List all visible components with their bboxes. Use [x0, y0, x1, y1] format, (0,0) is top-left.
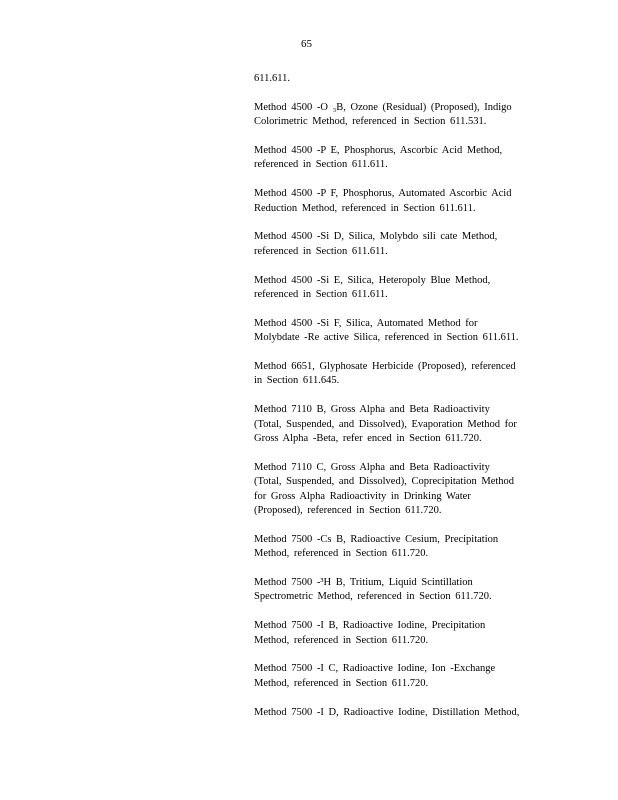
method-entry: Method 7500 -I D, Radioactive Iodine, Distillation Method,	[254, 706, 520, 718]
method-entry: Method 4500 -O ₃B, Ozone (Residual) (Proposed), Indigo Colorimetric Method, referenced in Section 611.531.	[254, 101, 512, 128]
method-entry: Method 4500 -Si D, Silica, Molybdo sili cate Method, referenced in Section 611.611.	[254, 231, 498, 257]
method-entry: Method 4500 -Si F, Silica, Automated Method for Molybdate -Re active Silica, referenced in Section 611.611.	[254, 317, 519, 344]
method-entry: Method 7110 C, Gross Alpha and Beta Radioactivity (Total, Suspended, and Dissolved), Coprecipitation Method for Gross Alpha Radioactivity in Drinking Water (Proposed), referenced in Section 611.720.	[254, 461, 515, 517]
method-entry: 611.611.	[254, 73, 290, 84]
method-entry: Method 7110 B, Gross Alpha and Beta Radioactivity (Total, Suspended, and Dissolved), Evaporation Method for Gross Alpha -Beta, refer enced in Section 611.720.	[254, 404, 517, 445]
method-entry: Method 7500 -I C, Radioactive Iodine, Ion -Exchange Method, referenced in Section 611.720.	[254, 663, 496, 689]
method-entry: Method 4500 -P E, Phosphorus, Ascorbic Acid Method, referenced in Section 611.611.	[254, 145, 503, 171]
method-entry: Method 7500 -I B, Radioactive Iodine, Precipitation Method, referenced in Section 611.720.	[254, 620, 486, 646]
method-entry: Method 4500 -P F, Phosphorus, Automated Ascorbic Acid Reduction Method, referenced in Section 611.611.	[254, 188, 512, 214]
method-entry: Method 6651, Glyphosate Herbicide (Proposed), referenced in Section 611.645.	[254, 361, 516, 387]
method-reference-list	[254, 72, 544, 734]
method-entry: Method 4500 -Si E, Silica, Heteropoly Blue Method, referenced in Section 611.611.	[254, 274, 491, 301]
method-entry: Method 7500 -³H B, Tritium, Liquid Scintillation Spectrometric Method, referenced in Section 611.720.	[254, 577, 492, 603]
method-entry: Method 7500 -Cs B, Radioactive Cesium, Precipitation Method, referenced in Section 611.720.	[254, 533, 499, 560]
page-number: 65	[301, 38, 312, 50]
